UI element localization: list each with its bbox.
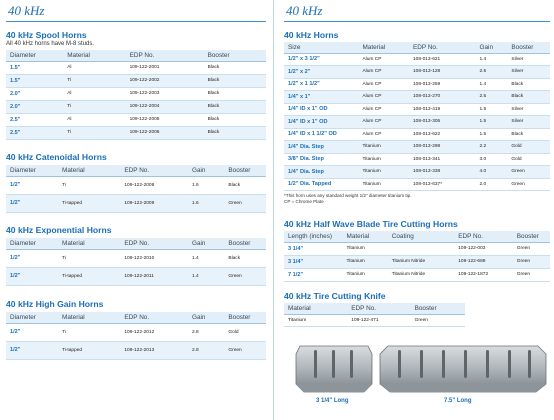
knife-table — [284, 303, 465, 327]
column-header: Booster — [204, 50, 266, 61]
table-cell: 108-013-341 — [409, 153, 476, 166]
column-header: Diameter — [6, 50, 63, 61]
column-header: Booster — [224, 165, 266, 176]
column-header: Diameter — [6, 238, 58, 249]
table-cell: Gold — [507, 141, 550, 154]
table-cell: 108-013-338 — [409, 166, 476, 179]
column-header: Gain — [188, 238, 224, 249]
table-cell: Gold — [507, 153, 550, 166]
table-cell: Titanium — [358, 178, 409, 191]
table-cell: Black — [507, 78, 550, 91]
table-cell: 109-122-689 — [454, 255, 513, 268]
table-cell: 1/4" ID x 1 1/2" OD — [284, 128, 358, 141]
table-cell: 109-122-2008 — [120, 176, 188, 194]
table-cell: 1/2" — [6, 267, 58, 285]
knife-section — [284, 291, 550, 327]
table-header-row — [284, 42, 550, 53]
table-row — [6, 194, 266, 212]
table-cell: Black — [224, 176, 266, 194]
column-header: Gain — [188, 312, 224, 323]
short-knife-label: 3 1/4" Long — [316, 398, 349, 404]
table-cell: Black — [507, 91, 550, 104]
table-cell: Black — [204, 61, 266, 74]
section-title: 40 kHz Spool Horns — [6, 30, 87, 40]
column-header: EDP No. — [409, 42, 476, 53]
table-cell: 109-122-2002 — [126, 74, 204, 87]
table-cell: 2.5" — [6, 113, 63, 126]
table-cell: 1.5 — [476, 103, 508, 116]
table-cell: Alum CP — [358, 116, 409, 129]
table-cell: 1.5 — [476, 116, 508, 129]
column-header: EDP No. — [126, 50, 204, 61]
table-cell: 109-122-1872 — [454, 268, 513, 281]
column-header: Length (inches) — [284, 231, 343, 242]
table-row — [284, 178, 550, 191]
table-cell: 109-122-2009 — [120, 194, 188, 212]
table-cell: Green — [513, 268, 550, 281]
column-header: Material — [63, 50, 125, 61]
column-divider — [273, 0, 274, 420]
table-cell: 1/4" x 1" — [284, 91, 358, 104]
table-row — [6, 100, 266, 113]
table-row — [6, 249, 266, 267]
table-row — [6, 323, 266, 341]
table-cell: 108-013-305 — [409, 116, 476, 129]
long-knife-label: 7.5" Long — [444, 398, 472, 404]
table-cell: 2.2 — [476, 141, 508, 154]
table-row — [284, 141, 550, 154]
column-header: Diameter — [6, 165, 58, 176]
table-cell: 108-013-622 — [409, 128, 476, 141]
section-title: 40 kHz Half Wave Blade Tire Cutting Horns — [284, 219, 458, 229]
table-cell: 109-122-2010 — [120, 249, 188, 267]
table-cell: Silver — [507, 66, 550, 79]
table-cell: 2.5 — [476, 91, 508, 104]
table-cell: Green — [224, 341, 266, 359]
table-cell: Black — [507, 128, 550, 141]
table-cell: Ti — [58, 249, 120, 267]
table-row — [284, 66, 550, 79]
table-cell: 3.0 — [476, 153, 508, 166]
column-header: Coating — [388, 231, 455, 242]
spool-horns-table — [6, 50, 266, 140]
column-header: Booster — [411, 303, 465, 314]
table-cell: 108-013-298 — [409, 141, 476, 154]
table-cell: 2.5 — [476, 66, 508, 79]
horns-table — [284, 42, 550, 191]
table-header-row — [284, 231, 550, 242]
spool-horns-section — [6, 30, 266, 140]
table-row — [284, 314, 465, 326]
high-gain-horns-table — [6, 312, 266, 360]
table-cell: 2.0" — [6, 100, 63, 113]
table-cell: 108-013-270 — [409, 91, 476, 104]
table-cell: 1/4" ID x 1" OD — [284, 103, 358, 116]
table-cell: 109-122-2004 — [126, 100, 204, 113]
table-cell: Alum CP — [358, 103, 409, 116]
table-cell: 2.0 — [476, 178, 508, 191]
column-header: EDP No. — [120, 165, 188, 176]
table-row — [284, 78, 550, 91]
table-row — [284, 91, 550, 104]
table-row — [284, 116, 550, 129]
table-cell: Green — [224, 194, 266, 212]
column-header: Booster — [224, 312, 266, 323]
table-cell: 2.8 — [188, 323, 224, 341]
table-cell: Titanium — [343, 242, 388, 255]
table-header-row — [6, 238, 266, 249]
table-cell: 108-013-621 — [409, 53, 476, 66]
table-cell: 109-122-2012 — [120, 323, 188, 341]
table-cell: Green — [513, 242, 550, 255]
table-cell: Alum CP — [358, 128, 409, 141]
table-cell: Black — [204, 100, 266, 113]
table-row — [284, 103, 550, 116]
table-row — [284, 53, 550, 66]
table-cell: Titanium — [343, 255, 388, 268]
left-column — [0, 0, 270, 420]
table-cell: Alum CP — [358, 66, 409, 79]
table-cell: Black — [224, 249, 266, 267]
table-cell: 1.6 — [188, 176, 224, 194]
table-cell: Ti — [63, 100, 125, 113]
table-cell: Titanium — [358, 166, 409, 179]
table-cell: 109-122-2005 — [126, 113, 204, 126]
table-row — [284, 128, 550, 141]
column-header: EDP No. — [120, 238, 188, 249]
column-header: Material — [358, 42, 409, 53]
table-cell: Titanium Nitride — [388, 255, 455, 268]
table-cell: 108-013-128 — [409, 66, 476, 79]
exponential-horns-section — [6, 225, 266, 286]
table-cell: Ti — [58, 323, 120, 341]
column-header: EDP No. — [347, 303, 410, 314]
section-title: 40 kHz Tire Cutting Knife — [284, 291, 386, 301]
footnote: CP = Chrome Plate — [284, 199, 324, 204]
table-cell: 1/2" x 2" — [284, 66, 358, 79]
right-column — [278, 0, 554, 420]
high-gain-horns-section — [6, 299, 266, 360]
table-cell: 109-122-2001 — [126, 61, 204, 74]
table-row — [6, 176, 266, 194]
table-cell: 1/2" — [6, 323, 58, 341]
table-cell: Alum CP — [358, 53, 409, 66]
table-cell: Ti-tapped — [58, 267, 120, 285]
table-cell: Black — [204, 87, 266, 100]
table-cell: Titanium Nitride — [388, 268, 455, 281]
catenoidal-horns-table — [6, 165, 266, 213]
table-cell: 2.5" — [6, 126, 63, 139]
table-row — [284, 255, 550, 268]
section-title: 40 kHz Exponential Horns — [6, 225, 112, 235]
table-row — [6, 341, 266, 359]
table-cell: 1.5" — [6, 61, 63, 74]
table-cell: Ti-tapped — [58, 194, 120, 212]
horns-section — [284, 30, 550, 205]
title-rule — [284, 21, 550, 22]
page-title: 40 kHz — [286, 3, 323, 18]
section-title: 40 kHz Horns — [284, 30, 339, 40]
table-cell: 108-013-259 — [409, 78, 476, 91]
table-row — [6, 267, 266, 285]
table-cell: 2.8 — [188, 341, 224, 359]
table-cell: 109-122-003 — [454, 242, 513, 255]
column-header: Gain — [188, 165, 224, 176]
table-cell: 4.0 — [476, 166, 508, 179]
table-cell: 109-122-2011 — [120, 267, 188, 285]
table-cell: Green — [507, 166, 550, 179]
table-cell: 1.4 — [188, 267, 224, 285]
table-cell: Alum CP — [358, 78, 409, 91]
table-row — [6, 74, 266, 87]
table-cell: 3/8" Dia. Step — [284, 153, 358, 166]
table-cell: 1/2" x 3 1/2" — [284, 53, 358, 66]
table-cell: 109-122-2003 — [126, 87, 204, 100]
table-cell: 1/2" — [6, 341, 58, 359]
section-note: All 40 kHz horns have M-8 studs. — [6, 41, 95, 47]
column-header: Material — [58, 238, 120, 249]
table-cell: Al — [63, 113, 125, 126]
table-cell: Titanium — [358, 141, 409, 154]
short-knife-image — [294, 340, 374, 396]
table-cell: 1.4 — [476, 78, 508, 91]
column-header: Booster — [507, 42, 550, 53]
table-cell: 3 1/4" — [284, 255, 343, 268]
table-row — [284, 166, 550, 179]
column-header: EDP No. — [120, 312, 188, 323]
table-cell: 1.4 — [476, 53, 508, 66]
table-cell: 1.6 — [188, 194, 224, 212]
table-row — [284, 242, 550, 255]
column-header: Material — [284, 303, 347, 314]
table-cell: Silver — [507, 53, 550, 66]
table-row — [6, 113, 266, 126]
exponential-horns-table — [6, 238, 266, 286]
table-cell: 1/2" — [6, 176, 58, 194]
table-cell: 109-122-2006 — [126, 126, 204, 139]
footnotes — [284, 193, 550, 205]
table-cell: 1/2" x 1 1/2" — [284, 78, 358, 91]
table-cell: Green — [513, 255, 550, 268]
blade-horns-table — [284, 231, 550, 282]
table-cell: Silver — [507, 116, 550, 129]
table-cell: Ti — [63, 126, 125, 139]
table-header-row — [6, 312, 266, 323]
table-cell: 1/4" ID x 1" OD — [284, 116, 358, 129]
table-cell: Black — [204, 126, 266, 139]
footnote: *This horn uses any standard weight 1/2" diameter titanium tip. — [284, 193, 412, 198]
table-cell: 1/2" — [6, 194, 58, 212]
table-cell: 109-122-471 — [347, 314, 410, 326]
column-header: EDP No. — [454, 231, 513, 242]
table-cell: Ti — [58, 176, 120, 194]
column-header: Booster — [513, 231, 550, 242]
table-cell: Gold — [224, 323, 266, 341]
column-header: Size — [284, 42, 358, 53]
table-cell: 1/4" Dia. Step — [284, 166, 358, 179]
table-cell: Green — [411, 314, 465, 326]
table-cell: 3 1/4" — [284, 242, 343, 255]
long-knife-image — [378, 340, 548, 396]
table-cell: 108-013-419 — [409, 103, 476, 116]
table-cell: Ti-tapped — [58, 341, 120, 359]
column-header: Diameter — [6, 312, 58, 323]
column-header: Gain — [476, 42, 508, 53]
table-cell: Green — [224, 267, 266, 285]
table-cell: Titanium — [284, 314, 347, 326]
title-rule — [6, 21, 266, 22]
table-cell: 2.0" — [6, 87, 63, 100]
column-header: Material — [58, 312, 120, 323]
table-cell: Titanium — [343, 268, 388, 281]
table-row — [6, 126, 266, 139]
section-title: 40 kHz Catenoidal Horns — [6, 152, 107, 162]
table-cell: 7 1/2" — [284, 268, 343, 281]
table-cell: Ti — [63, 74, 125, 87]
table-cell: Al — [63, 87, 125, 100]
table-row — [6, 87, 266, 100]
blade-horns-section — [284, 219, 550, 282]
table-header-row — [6, 50, 266, 61]
page-title: 40 kHz — [8, 3, 45, 18]
table-header-row — [6, 165, 266, 176]
section-title: 40 kHz High Gain Horns — [6, 299, 104, 309]
table-row — [284, 153, 550, 166]
column-header: Booster — [224, 238, 266, 249]
table-cell: Green — [507, 178, 550, 191]
column-header: Material — [58, 165, 120, 176]
table-cell: Black — [204, 74, 266, 87]
table-cell: Silver — [507, 103, 550, 116]
table-cell: 1/4" Dia. Step — [284, 141, 358, 154]
table-cell: Al — [63, 61, 125, 74]
table-cell: Black — [204, 113, 266, 126]
table-cell: Titanium — [358, 153, 409, 166]
table-cell: 1.5 — [476, 128, 508, 141]
table-cell: 1/2" Dia. Tapped — [284, 178, 358, 191]
table-cell — [388, 242, 455, 255]
table-row — [284, 268, 550, 281]
table-row — [6, 61, 266, 74]
catenoidal-horns-section — [6, 152, 266, 213]
table-cell: 1/2" — [6, 249, 58, 267]
table-cell: 108-013-637* — [409, 178, 476, 191]
column-header: Material — [343, 231, 388, 242]
table-cell: Alum CP — [358, 91, 409, 104]
table-cell: 109-122-2013 — [120, 341, 188, 359]
table-header-row — [284, 303, 465, 314]
table-cell: 1.5" — [6, 74, 63, 87]
table-cell: 1.4 — [188, 249, 224, 267]
